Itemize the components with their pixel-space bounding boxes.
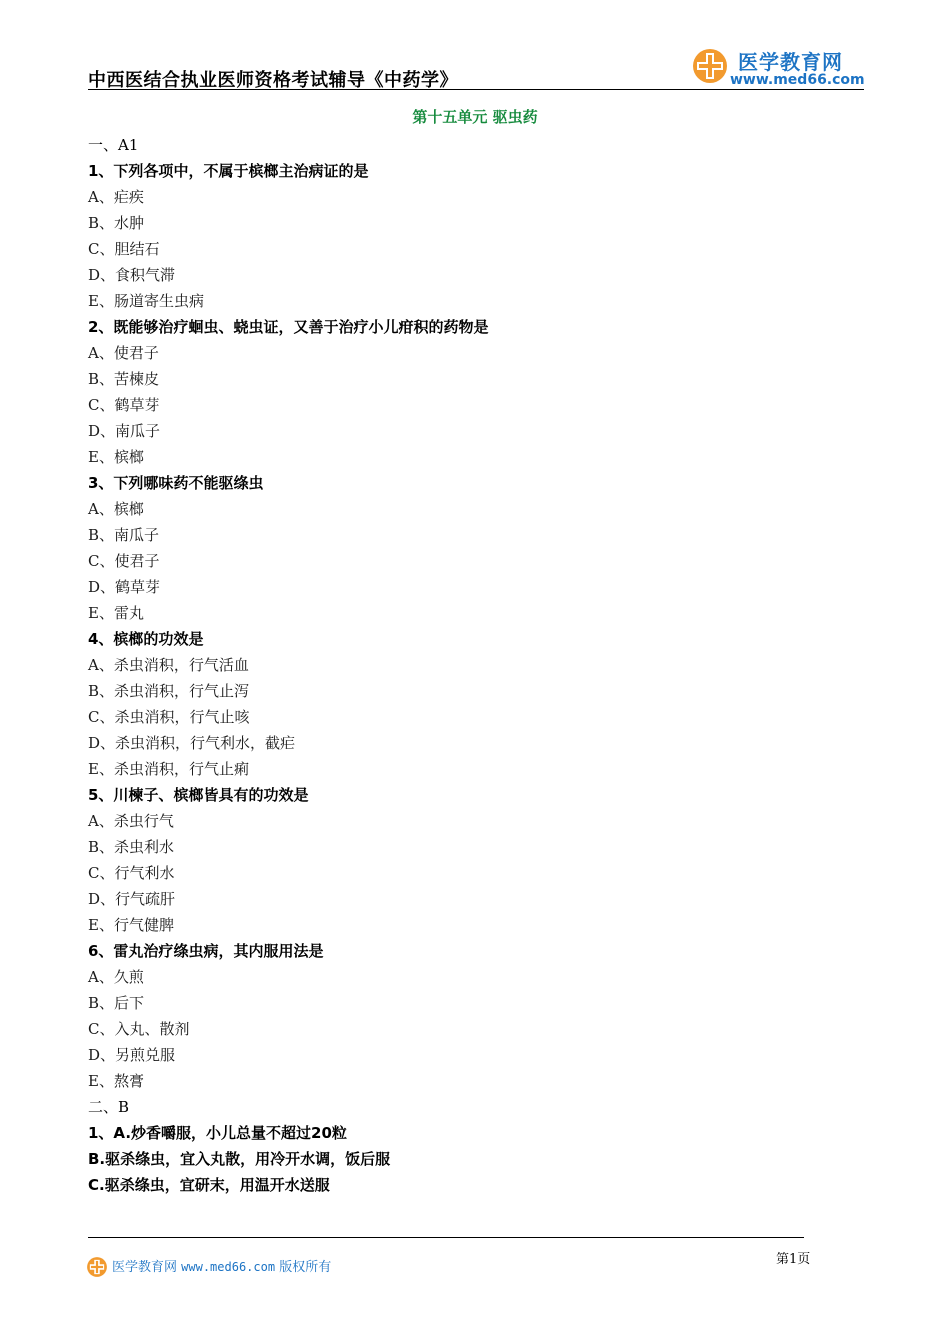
answer-option: C、鹤草芽 — [88, 396, 160, 414]
question-stem: 4、槟榔的功效是 — [88, 630, 204, 648]
question-stem: 5、川楝子、槟榔皆具有的功效是 — [88, 786, 309, 804]
footer-divider — [88, 1237, 804, 1238]
section-heading: 一、A1 — [88, 136, 139, 154]
question-stem: 1、下列各项中，不属于槟榔主治病证的是 — [88, 162, 369, 180]
answer-option: A、杀虫消积，行气活血 — [88, 656, 249, 674]
footer-rights: 版权所有 — [279, 1260, 332, 1275]
section-heading: 二、B — [88, 1098, 130, 1116]
answer-option: B、水肿 — [88, 214, 145, 232]
footer-site-name: 医学教育网 — [112, 1260, 178, 1275]
question-stem: 1、A.炒香嚼服，小儿总量不超过20粒 — [88, 1124, 347, 1142]
answer-option: A、久煎 — [88, 968, 144, 986]
unit-title: 第十五单元 驱虫药 — [412, 108, 538, 126]
answer-option: A、疟疾 — [88, 188, 144, 206]
answer-option: C、行气利水 — [88, 864, 175, 882]
answer-option: B、杀虫利水 — [88, 838, 175, 856]
question-stem: 3、下列哪味药不能驱绦虫 — [88, 474, 264, 492]
question-list — [88, 132, 828, 1198]
page-number: 第1页 — [776, 1252, 811, 1267]
question-stem: C.驱杀绦虫，宜研末，用温开水送服 — [88, 1176, 330, 1194]
answer-option: D、南瓜子 — [88, 422, 161, 440]
page-header — [88, 0, 864, 92]
footer-site-url[interactable]: www.med66.com — [181, 1260, 276, 1274]
answer-option: C、使君子 — [88, 552, 160, 570]
answer-option: D、鹤草芽 — [88, 578, 161, 596]
answer-option: E、杀虫消积，行气止痢 — [88, 760, 249, 778]
logo-site-name: 医学教育网 — [738, 50, 843, 74]
question-stem: B.驱杀绦虫，宜入丸散，用冷开水调，饭后服 — [88, 1150, 391, 1168]
answer-option: B、南瓜子 — [88, 526, 160, 544]
logo-site-url: www.med66.com — [730, 72, 865, 88]
answer-option: E、肠道寄生虫病 — [88, 292, 204, 310]
answer-option: C、胆结石 — [88, 240, 160, 258]
answer-option: E、熬膏 — [88, 1072, 144, 1090]
answer-option: A、使君子 — [88, 344, 159, 362]
answer-option: D、杀虫消积，行气利水，截疟 — [88, 734, 296, 752]
question-stem: 6、雷丸治疗绦虫病，其内服用法是 — [88, 942, 324, 960]
footer-copyright — [112, 1256, 331, 1275]
answer-option: A、槟榔 — [88, 500, 144, 518]
document-title: 中西医结合执业医师资格考试辅导《中药学》 — [88, 70, 458, 91]
answer-option: E、雷丸 — [88, 604, 144, 622]
site-logo[interactable] — [690, 44, 870, 90]
answer-option: D、行气疏肝 — [88, 890, 176, 908]
medical-cross-logo-icon — [690, 44, 730, 84]
answer-option: B、杀虫消积，行气止泻 — [88, 682, 250, 700]
answer-option: C、杀虫消积，行气止咳 — [88, 708, 250, 726]
answer-option: A、杀虫行气 — [88, 812, 174, 830]
medical-cross-icon — [86, 1256, 108, 1278]
answer-option: D、食积气滞 — [88, 266, 176, 284]
answer-option: B、苦楝皮 — [88, 370, 160, 388]
answer-option: D、另煎兑服 — [88, 1046, 176, 1064]
answer-option: C、入丸、散剂 — [88, 1020, 190, 1038]
answer-option: E、行气健脾 — [88, 916, 174, 934]
question-stem: 2、既能够治疗蛔虫、蛲虫证，又善于治疗小儿疳积的药物是 — [88, 318, 489, 336]
answer-option: B、后下 — [88, 994, 145, 1012]
answer-option: E、槟榔 — [88, 448, 144, 466]
footer-logo — [86, 1256, 108, 1282]
